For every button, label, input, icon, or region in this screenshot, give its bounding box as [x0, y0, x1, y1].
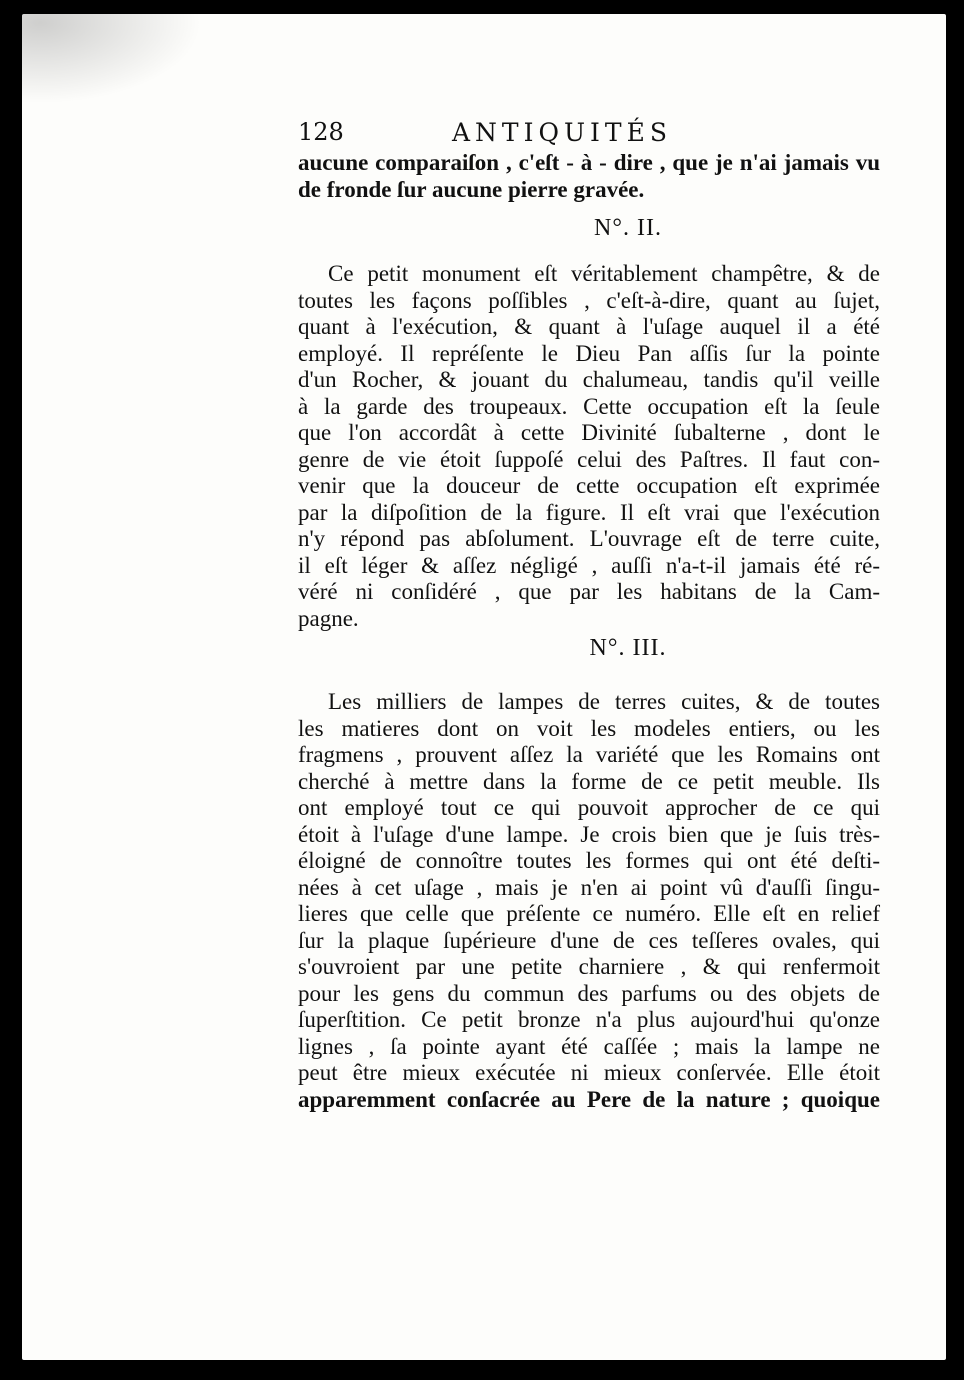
- text-line: pour les gens du commun des parfums ou des objets de: [298, 980, 880, 1006]
- text-line: genre de vie étoit ſuppoſé celui des Paſtres. Il faut con-: [298, 446, 880, 472]
- text-line: ſur la plaque ſupérieure d'une de ces teſſeres ovales, qui: [298, 927, 880, 953]
- text-line: éloigné de connoître toutes les formes qui ont été deſti-: [298, 848, 880, 873]
- text-line: de fronde ſur aucune pierre gravée.: [298, 176, 645, 202]
- section-3-paragraph: [298, 689, 880, 1113]
- text-line: venir que la douceur de cette occupation eſt exprimée: [298, 473, 880, 498]
- text-line: que l'on accordât à cette Divinité ſubalterne , dont le: [298, 420, 880, 445]
- text-line: aucune comparaiſon , c'eſt - à - dire , que je n'ai jamais vu: [298, 150, 880, 175]
- text-line: s'ouvroient par une petite charniere , & qui renfermoit: [298, 954, 880, 979]
- text-line: quant à l'exécution, & quant à l'uſage auquel il a été: [298, 314, 880, 339]
- text-line: pagne.: [298, 605, 359, 631]
- text-line: par la diſpoſition de la figure. Il eſt vrai que l'exécution: [298, 499, 880, 525]
- text-line: fragmens , prouvent aſſez la variété que les Romains ont: [298, 742, 880, 767]
- section-heading-2: N°. II.: [594, 215, 662, 241]
- text-line: ſuperſtition. Ce petit bronze n'a plus aujourd'hui qu'onze: [298, 1007, 880, 1032]
- text-line: cherché à mettre dans la forme de ce petit meuble. Ils: [298, 768, 880, 794]
- text-line: n'y répond pas abſolument. L'ouvrage eſt de terre cuite,: [298, 526, 880, 551]
- text-line: il eſt léger & aſſez négligé , auſſi n'a-t-il jamais été ré-: [298, 552, 880, 578]
- text-line: lieres que celle que préſente ce numéro. Elle eſt en relief: [298, 901, 880, 926]
- text-line: d'un Rocher, & jouant du chalumeau, tandis qu'il veille: [298, 367, 880, 392]
- text-line: toutes les façons poſſibles , c'eſt-à-dire, quant au ſujet,: [298, 287, 880, 313]
- text-line: ont employé tout ce qui pouvoit approcher de ce qui: [298, 795, 880, 820]
- book-page: [22, 14, 946, 1360]
- running-head: [298, 118, 880, 150]
- text-line: peut être mieux exécutée ni mieux conſervée. Elle étoit: [298, 1060, 880, 1085]
- text-line: à la garde des troupeaux. Cette occupation eſt la ſeule: [298, 393, 880, 419]
- text-line: les matieres dont on voit les modeles entiers, ou les: [298, 715, 880, 741]
- section-heading-3: N°. III.: [589, 635, 667, 661]
- text-block: [298, 118, 880, 1113]
- page-number: 128: [298, 118, 344, 146]
- running-title: ANTIQUITÉS: [452, 118, 672, 147]
- text-line: apparemment conſacrée au Pere de la nature ; quoique: [298, 1086, 880, 1112]
- text-line: employé. Il repréſente le Dieu Pan aſſis ſur la pointe: [298, 340, 880, 366]
- text-line: Ce petit monument eſt véritablement champêtre, & de: [328, 261, 880, 286]
- text-line: étoit à l'uſage d'une lampe. Je crois bien que je ſuis très-: [298, 821, 880, 847]
- scan-smudge: [22, 14, 202, 104]
- intro-paragraph: [298, 150, 880, 203]
- text-line: nées à cet uſage , mais je n'en ai point vû d'auſſi ſingu-: [298, 874, 880, 900]
- text-line: Les milliers de lampes de terres cuites, & de toutes: [328, 689, 880, 714]
- section-2-paragraph: [298, 261, 880, 632]
- text-line: véré ni conſidéré , que par les habitans de la Cam-: [298, 579, 880, 604]
- text-line: lignes , ſa pointe ayant été caſſée ; mais la lampe ne: [298, 1033, 880, 1059]
